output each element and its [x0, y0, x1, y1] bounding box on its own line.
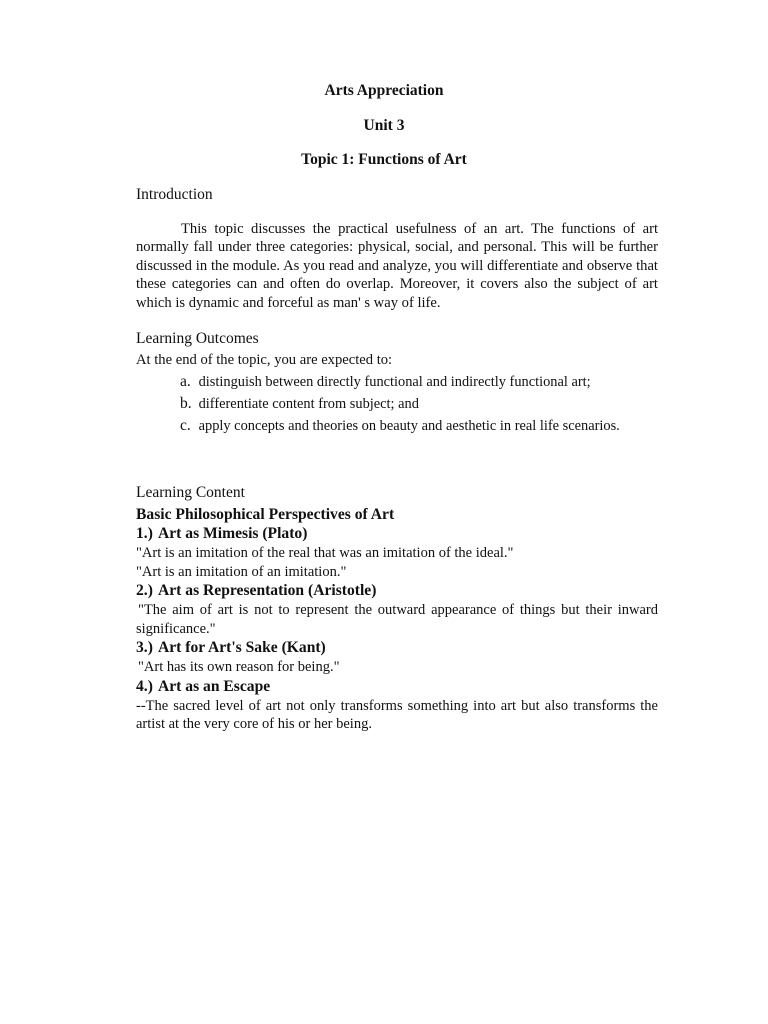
learning-content-heading: Learning Content: [136, 484, 245, 501]
perspective-quote: --The sacred level of art not only transforms something into art but also transforms the artist at the very core of his or her being.: [136, 697, 658, 732]
list-item-text: distinguish between directly functional and indirectly functional art;: [198, 374, 591, 390]
list-item-text: apply concepts and theories on beauty and aesthetic in real life scenarios.: [198, 418, 620, 434]
list-item: [180, 393, 660, 415]
introduction-paragraph: This topic discusses the practical usefulness of an art. The functions of art normally fall under three categories: physical, social, and personal. This will be further discussed in the module. As you read and analyze, you will differentiate and observe that these categories can and often do overlap. Moreover, it covers also the subject of art which is dynamic and forceful as man' s way of life.: [136, 221, 658, 311]
learning-outcomes-list: [180, 371, 660, 437]
perspective-heading-art-for-arts-sake: [136, 638, 658, 658]
list-item-text: differentiate content from subject; and: [198, 396, 419, 412]
perspective-heading-mimesis: [136, 524, 658, 544]
perspective-number: 4.): [136, 677, 153, 695]
learning-outcomes-heading: Learning Outcomes: [136, 330, 259, 347]
perspective-heading-representation: [136, 581, 658, 601]
introduction-heading: Introduction: [136, 186, 213, 203]
list-marker: c.: [180, 417, 191, 434]
perspective-quote: "The aim of art is not to represent the outward appearance of things but their inward significance.": [136, 602, 658, 637]
unit-title: Unit 3: [363, 117, 405, 134]
learning-content-body: [136, 505, 658, 734]
list-marker: a.: [180, 373, 191, 390]
perspective-quote: "Art is an imitation of an imitation.": [136, 563, 347, 580]
perspective-title: Art as Mimesis (Plato): [158, 525, 308, 542]
course-title: Arts Appreciation: [324, 82, 444, 99]
perspective-number: 1.): [136, 525, 153, 542]
perspective-quote: "Art has its own reason for being.": [138, 659, 340, 675]
perspective-title: Art as Representation (Aristotle): [158, 582, 377, 599]
perspective-number: 3.): [136, 639, 153, 656]
perspective-heading-escape: [136, 677, 658, 697]
perspective-title: Art as an Escape: [158, 677, 271, 695]
perspective-quote: "Art is an imitation of the real that was an imitation of the ideal.": [136, 545, 514, 561]
perspective-number: 2.): [136, 582, 153, 599]
list-marker: b.: [180, 395, 192, 412]
perspectives-subheading: Basic Philosophical Perspectives of Art: [136, 506, 395, 523]
list-item: [180, 371, 660, 393]
learning-outcomes-lead: At the end of the topic, you are expected to:: [136, 352, 393, 368]
list-item: [180, 415, 660, 437]
topic-title: Topic 1: Functions of Art: [301, 151, 467, 168]
perspective-title: Art for Art's Sake (Kant): [158, 639, 326, 656]
